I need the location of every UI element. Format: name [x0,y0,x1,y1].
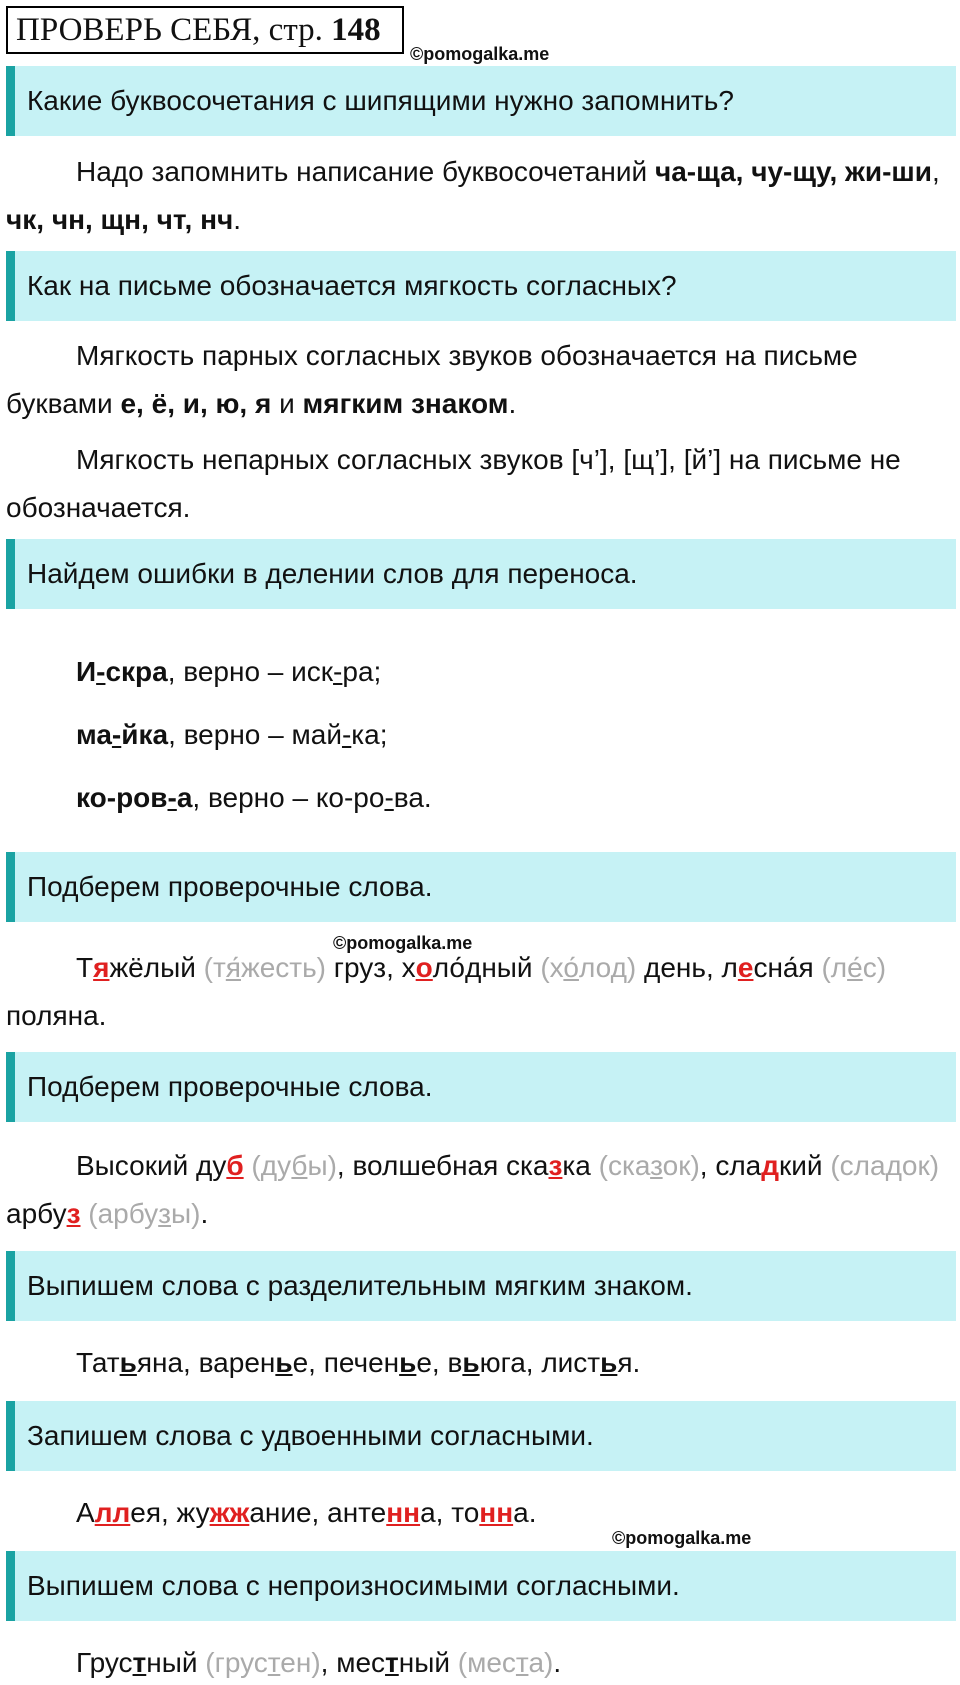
hyphen-line-1: И-скра, верно – иск-ра; [76,656,382,687]
question-7: Запишем слова с удвоенными согласными. [6,1401,956,1471]
question-4: Подберем проверочные слова. [6,852,956,922]
hyphen-line-2: ма-йка, верно – май-ка; [76,719,388,750]
answer-4: Тяжёлый (тя́жесть) груз, холо́дный (хо́лод) день, лесна́я (ле́с) поляна. [6,952,887,1031]
question-5: Подберем проверочные слова. [6,1052,956,1122]
question-8: Выпишем слова с непроизносимыми согласными. [6,1551,956,1621]
answer-6: Татьяна, варенье, печенье, вьюга, листья. [76,1347,641,1378]
question-2: Как на письме обозначается мягкость согласных? [6,251,956,321]
title-text: ПРОВЕРЬ СЕБЯ, стр. [16,12,323,48]
watermark-1: ©pomogalka.me [410,44,550,64]
page-number: 148 [331,12,381,48]
answer-5: Высокий дуб (дубы), волшебная сказка (сказок), сладкий (сладок) арбуз (арбузы). [6,1150,940,1229]
question-3: Найдем ошибки в делении слов для переноса. [6,539,956,609]
question-1: Какие буквосочетания с шипящими нужно запомнить? [6,66,956,136]
answer-1: Надо запомнить написание буквосочетаний ча-ща, чу-щу, жи-ши, чк, чн, щн, чт, нч. [6,156,940,235]
answer-7: Аллея, жужжание, антенна, тонна. [76,1497,537,1528]
answer-2b: Мягкость непарных согласных звуков [ч’], [щ’], [й’] на письме не обозначается. [6,444,901,523]
page-title [6,6,404,54]
watermark-3: ©pomogalka.me [612,1528,752,1548]
question-6: Выпишем слова с разделительным мягким знаком. [6,1251,956,1321]
hyphen-line-3: ко-ров-а, верно – ко-ро-ва. [76,782,432,813]
answer-8: Грустный (грустен), местный (места). [76,1647,562,1678]
answer-2a: Мягкость парных согласных звуков обозначается на письме буквами е, ё, и, ю, я и мягким знаком. [6,340,858,419]
watermark-2: ©pomogalka.me [333,933,473,953]
